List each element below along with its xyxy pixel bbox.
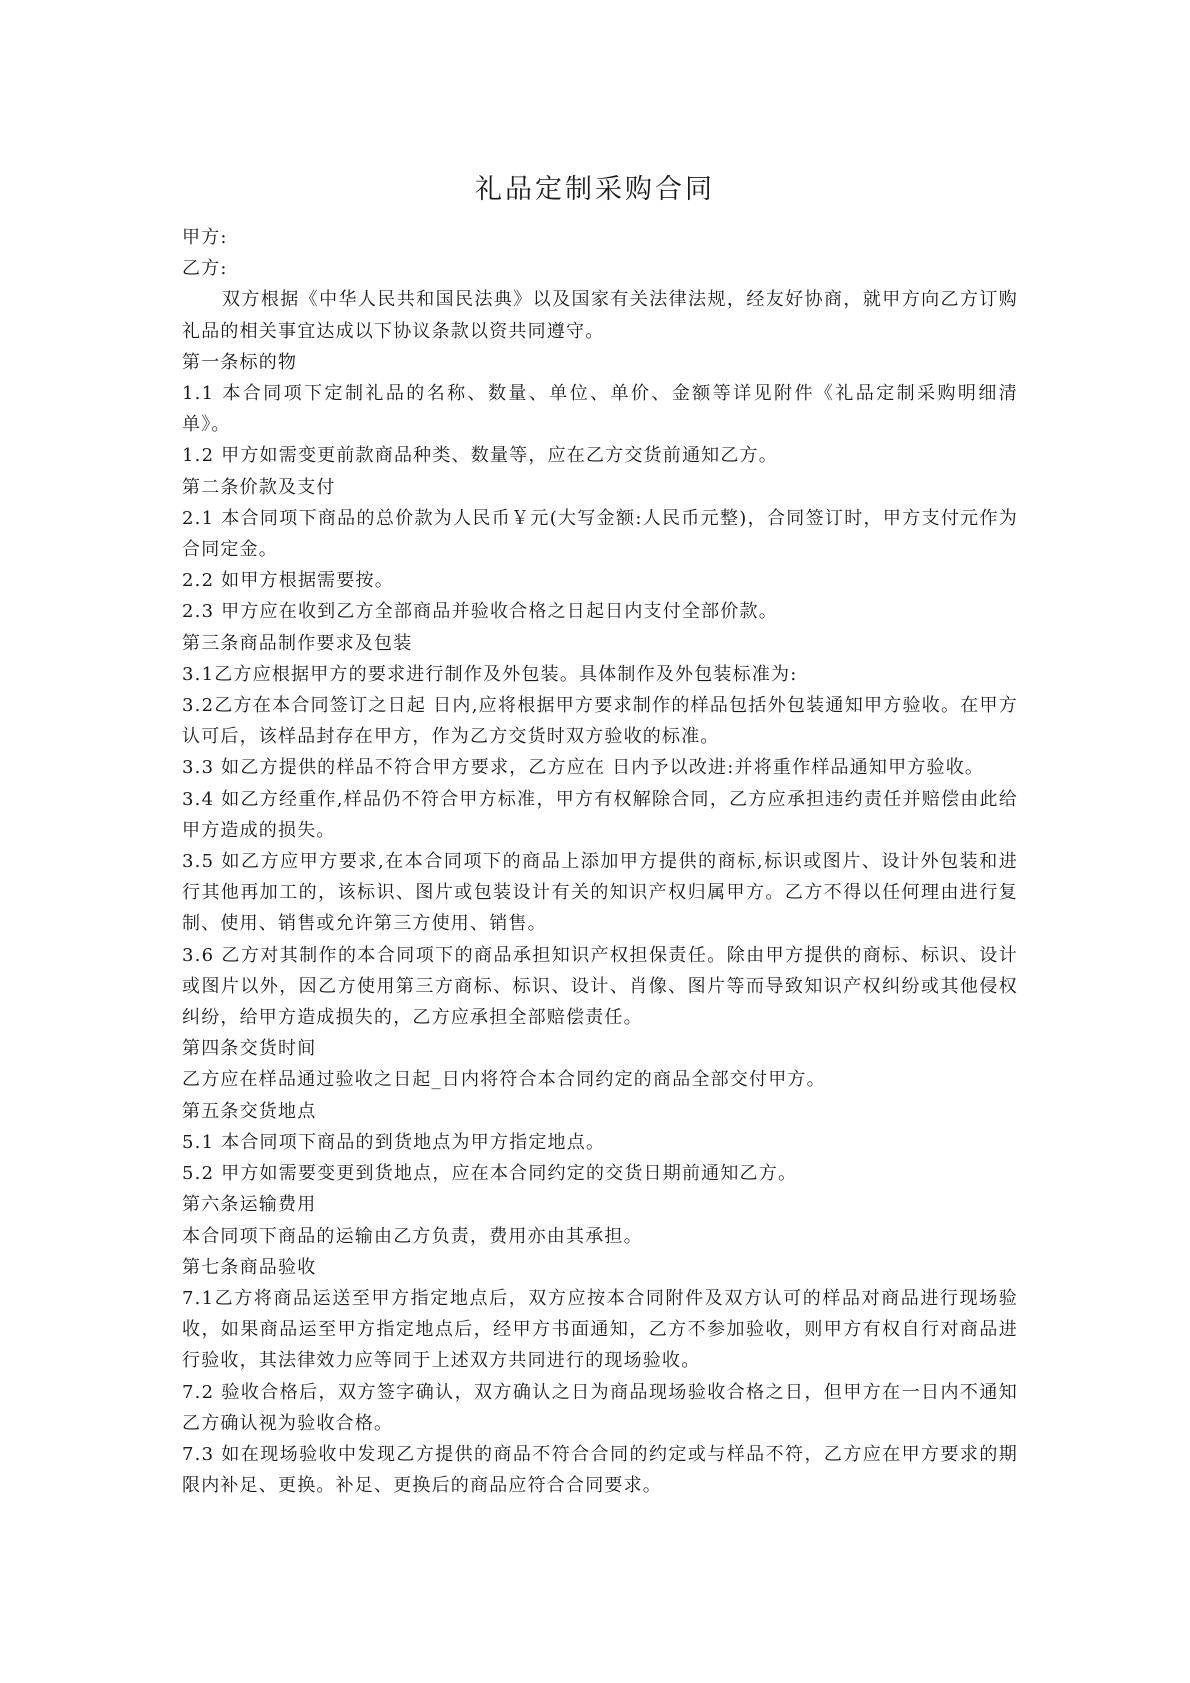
clause-3-6: 3.6 乙方对其制作的本合同项下的商品承担知识产权担保责任。除由甲方提供的商标、标识、设计或图片以外，因乙方使用第三方商标、标识、设计、肖像、图片等而导致知识产权纠纷或其他侵权纠纷，给甲方造成损失的，乙方应承担全部赔偿责任。 xyxy=(182,944,1018,1029)
clause-5-1: 5.1 本合同项下商品的到货地点为甲方指定地点。 xyxy=(182,1131,606,1153)
article-2-heading: 第二条价款及支付 xyxy=(182,476,336,498)
clause-3-3: 3.3 如乙方提供的样品不符合甲方要求，乙方应在 日内予以改进:并将重作样品通知甲方验收。 xyxy=(182,757,985,779)
clause-3-5: 3.5 如乙方应甲方要求,在本合同项下的商品上添加甲方提供的商标,标识或图片、设计外包装和进行其他再加工的，该标识、图片或包装设计有关的知识产权归属甲方。乙方不得以任何理由进行复制、使用、销售或允许第三方使用、销售。 xyxy=(182,851,1018,935)
clause-3-1: 3.1乙方应根据甲方的要求进行制作及外包装。具体制作及外包装标准为: xyxy=(182,663,798,685)
clause-2-2: 2.2 如甲方根据需要按。 xyxy=(182,570,394,592)
clause-5-2: 5.2 甲方如需要变更到货地点，应在本合同约定的交货日期前通知乙方。 xyxy=(182,1163,798,1185)
clause-2-3: 2.3 甲方应在收到乙方全部商品并验收合格之日起日内支付全部价款。 xyxy=(182,601,778,623)
article-5-heading: 第五条交货地点 xyxy=(182,1100,317,1122)
clause-3-2: 3.2乙方在本合同签订之日起 日内,应将根据甲方要求制作的样品包括外包装通知甲方验收。在甲方认可后，该样品封存在甲方，作为乙方交货时双方验收的标准。 xyxy=(182,695,1018,748)
clause-2-1: 2.1 本合同项下商品的总价款为人民币￥元(大写金额:人民币元整)，合同签订时，甲方支付元作为合同定金。 xyxy=(182,507,1018,561)
article-6-heading: 第六条运输费用 xyxy=(182,1194,317,1216)
contract-title: 礼品定制采购合同 xyxy=(475,174,715,205)
article-7-heading: 第七条商品验收 xyxy=(182,1256,317,1278)
party-a-line: 甲方: xyxy=(182,227,228,248)
contract-body xyxy=(182,222,1018,1501)
article-1-heading: 第一条标的物 xyxy=(182,351,298,373)
party-b-line: 乙方: xyxy=(182,258,228,280)
clause-7-3: 7.3 如在现场验收中发现乙方提供的商品不符合合同的约定或与样品不符，乙方应在甲方要求的期限内补足、更换。补足、更换后的商品应符合合同要求。 xyxy=(182,1443,1018,1497)
clause-1-2: 1.2 甲方如需变更前款商品种类、数量等，应在乙方交货前通知乙方。 xyxy=(182,445,778,467)
clause-1-1: 1.1 本合同项下定制礼品的名称、数量、单位、单价、金额等详见附件《礼品定制采购明细清单》。 xyxy=(182,383,1018,436)
article-4-heading: 第四条交货时间 xyxy=(182,1038,317,1060)
clause-7-2: 7.2 验收合格后，双方签字确认，双方确认之日为商品现场验收合格之日，但甲方在一日内不通知乙方确认视为验收合格。 xyxy=(182,1381,1018,1434)
article-6-body: 本合同项下商品的运输由乙方负责，费用亦由其承担。 xyxy=(182,1225,643,1247)
article-4-body: 乙方应在样品通过验收之日起_日内将符合本合同约定的商品全部交付甲方。 xyxy=(182,1069,826,1091)
clause-3-4: 3.4 如乙方经重作,样品仍不符合甲方标准，甲方有权解除合同，乙方应承担违约责任并赔偿由此给甲方造成的损失。 xyxy=(182,788,1018,841)
clause-7-1: 7.1乙方将商品运送至甲方指定地点后，双方应按本合同附件及双方认可的样品对商品进行现场验收，如果商品运至甲方指定地点后，经甲方书面通知，乙方不参加验收，则甲方有权自行对商品进行验收，其法律效力应等同于上述双方共同进行的现场验收。 xyxy=(182,1287,1018,1372)
preamble-paragraph: 双方根据《中华人民共和国民法典》以及国家有关法律法规，经友好协商，就甲方向乙方订购礼品的相关事宜达成以下协议条款以资共同遵守。 xyxy=(182,289,1018,342)
article-3-heading: 第三条商品制作要求及包装 xyxy=(182,632,413,654)
